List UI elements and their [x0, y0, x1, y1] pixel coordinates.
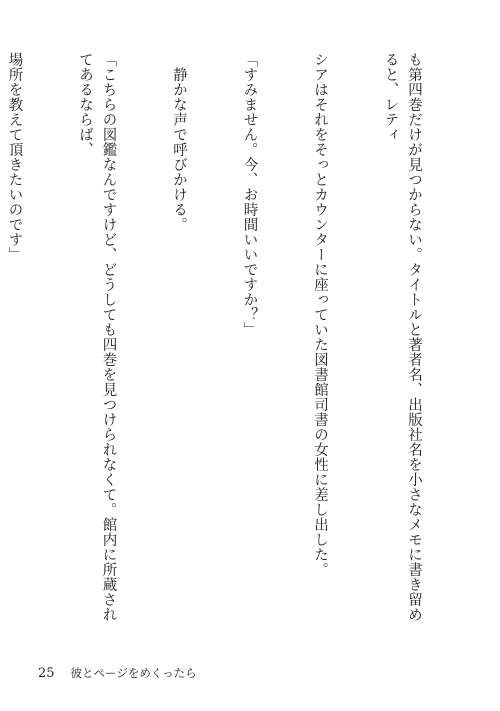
body-text [6, 52, 472, 632]
running-title: 彼とページをめくったら [70, 666, 197, 680]
text-line: 場所を教えて頂きたいのです」 [6, 52, 23, 262]
page-number: 25 [38, 666, 55, 681]
page-footer [38, 665, 197, 681]
text-line: 「こちらの図鑑なんですけど、どうしても四巻を見つけられなくて。館内に所蔵されてあるならば、 [77, 52, 117, 622]
text-line: シアはそれをそっとカウンターに座っていた図書館司書の女性に差し出した。 [312, 52, 328, 577]
text-line: 静かな声で呼びかける。 [171, 52, 187, 232]
text-line: も第四巻だけが見つからない。タイトルと著者名、出版社名を小さなメモに書き留めると、レティ [382, 52, 422, 622]
text-line: 「すみません。今、お時間いいですか？」 [241, 52, 258, 337]
